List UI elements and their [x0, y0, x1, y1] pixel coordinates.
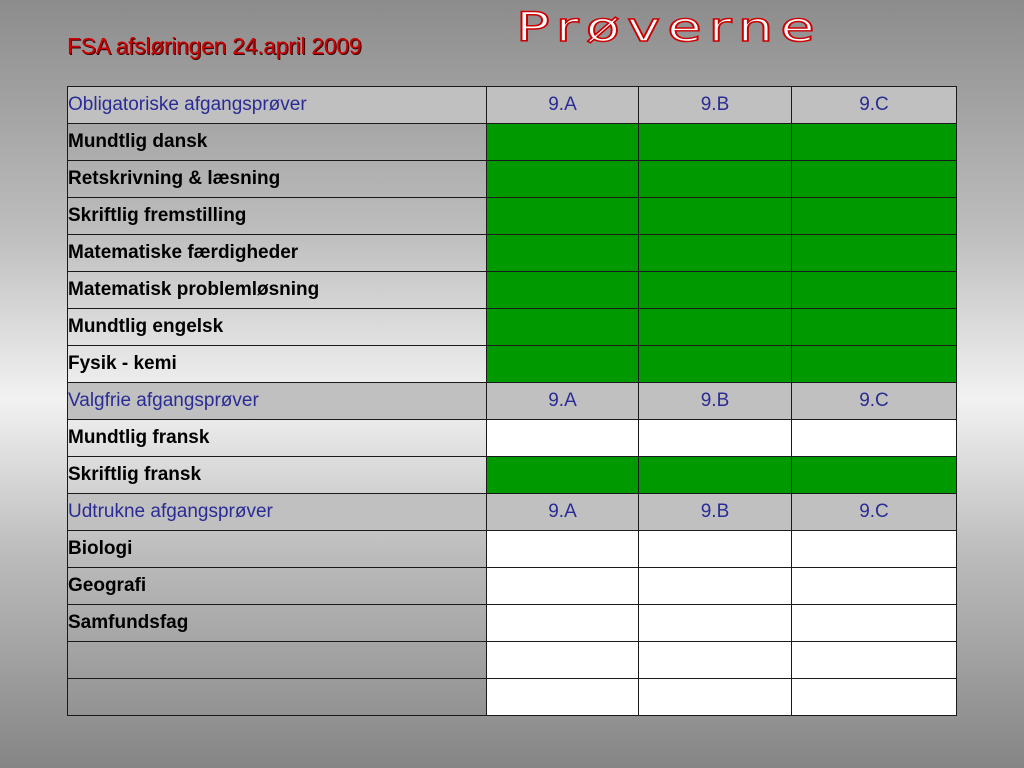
- status-cell-9a: [487, 161, 639, 198]
- table-row: [68, 568, 957, 605]
- table-row: [68, 309, 957, 346]
- table-row: [68, 235, 957, 272]
- status-cell-9a: [487, 457, 639, 494]
- table-row: [68, 198, 957, 235]
- status-cell-9b: [639, 420, 792, 457]
- exam-label: [68, 642, 487, 679]
- status-cell-9c: [792, 161, 957, 198]
- exam-label: Mundtlig fransk: [68, 420, 487, 457]
- status-cell-9a: [487, 309, 639, 346]
- status-cell-9c: [792, 679, 957, 716]
- table-row: [68, 420, 957, 457]
- status-cell-9b: [639, 642, 792, 679]
- section-header-label: Valgfrie afgangsprøver: [68, 383, 487, 420]
- status-cell-9a: [487, 568, 639, 605]
- status-cell-9c: [792, 531, 957, 568]
- status-cell-9c: [792, 198, 957, 235]
- status-cell-9b: [639, 605, 792, 642]
- column-header-9c: 9.C: [792, 494, 957, 531]
- exam-label: Retskrivning & læsning: [68, 161, 487, 198]
- status-cell-9b: [639, 457, 792, 494]
- status-cell-9c: [792, 642, 957, 679]
- table-row: [68, 346, 957, 383]
- table-row: [68, 272, 957, 309]
- exam-label: Mundtlig dansk: [68, 124, 487, 161]
- status-cell-9c: [792, 346, 957, 383]
- status-cell-9b: [639, 124, 792, 161]
- column-header-9b: 9.B: [639, 87, 792, 124]
- column-header-9b: 9.B: [639, 383, 792, 420]
- status-cell-9a: [487, 346, 639, 383]
- column-header-9a: 9.A: [487, 383, 639, 420]
- status-cell-9c: [792, 568, 957, 605]
- status-cell-9b: [639, 198, 792, 235]
- section-header-row: [68, 383, 957, 420]
- exam-label: Samfundsfag: [68, 605, 487, 642]
- status-cell-9a: [487, 420, 639, 457]
- status-cell-9c: [792, 457, 957, 494]
- section-header-row: [68, 494, 957, 531]
- exam-label: Biologi: [68, 531, 487, 568]
- status-cell-9b: [639, 568, 792, 605]
- table-row: [68, 605, 957, 642]
- column-header-9a: 9.A: [487, 494, 639, 531]
- status-cell-9a: [487, 531, 639, 568]
- status-cell-9a: [487, 679, 639, 716]
- status-cell-9c: [792, 124, 957, 161]
- exam-label: Fysik - kemi: [68, 346, 487, 383]
- column-header-9c: 9.C: [792, 383, 957, 420]
- table-row: [68, 679, 957, 716]
- table-row: [68, 457, 957, 494]
- exam-label: Mundtlig engelsk: [68, 309, 487, 346]
- status-cell-9c: [792, 272, 957, 309]
- exam-label: Skriftlig fransk: [68, 457, 487, 494]
- slide-title: Prøverne: [516, 4, 822, 52]
- status-cell-9a: [487, 605, 639, 642]
- status-cell-9b: [639, 235, 792, 272]
- exam-label: Skriftlig fremstilling: [68, 198, 487, 235]
- section-header-label: Obligatoriske afgangsprøver: [68, 87, 487, 124]
- slide-subtitle: FSA afsløringen 24.april 2009: [67, 33, 362, 59]
- status-cell-9a: [487, 272, 639, 309]
- table-row: [68, 531, 957, 568]
- column-header-9b: 9.B: [639, 494, 792, 531]
- status-cell-9b: [639, 272, 792, 309]
- status-cell-9c: [792, 309, 957, 346]
- status-cell-9c: [792, 235, 957, 272]
- exam-label: [68, 679, 487, 716]
- status-cell-9c: [792, 420, 957, 457]
- exam-label: Matematisk problemløsning: [68, 272, 487, 309]
- exam-label: Geografi: [68, 568, 487, 605]
- table-row: [68, 161, 957, 198]
- exam-label: Matematiske færdigheder: [68, 235, 487, 272]
- status-cell-9b: [639, 161, 792, 198]
- exam-table-body: [68, 87, 957, 716]
- exam-table: [67, 86, 957, 716]
- status-cell-9a: [487, 235, 639, 272]
- section-header-label: Udtrukne afgangsprøver: [68, 494, 487, 531]
- section-header-row: [68, 87, 957, 124]
- status-cell-9b: [639, 346, 792, 383]
- status-cell-9a: [487, 198, 639, 235]
- status-cell-9b: [639, 309, 792, 346]
- table-row: [68, 642, 957, 679]
- column-header-9c: 9.C: [792, 87, 957, 124]
- status-cell-9b: [639, 531, 792, 568]
- status-cell-9a: [487, 124, 639, 161]
- status-cell-9b: [639, 679, 792, 716]
- status-cell-9a: [487, 642, 639, 679]
- status-cell-9c: [792, 605, 957, 642]
- column-header-9a: 9.A: [487, 87, 639, 124]
- table-row: [68, 124, 957, 161]
